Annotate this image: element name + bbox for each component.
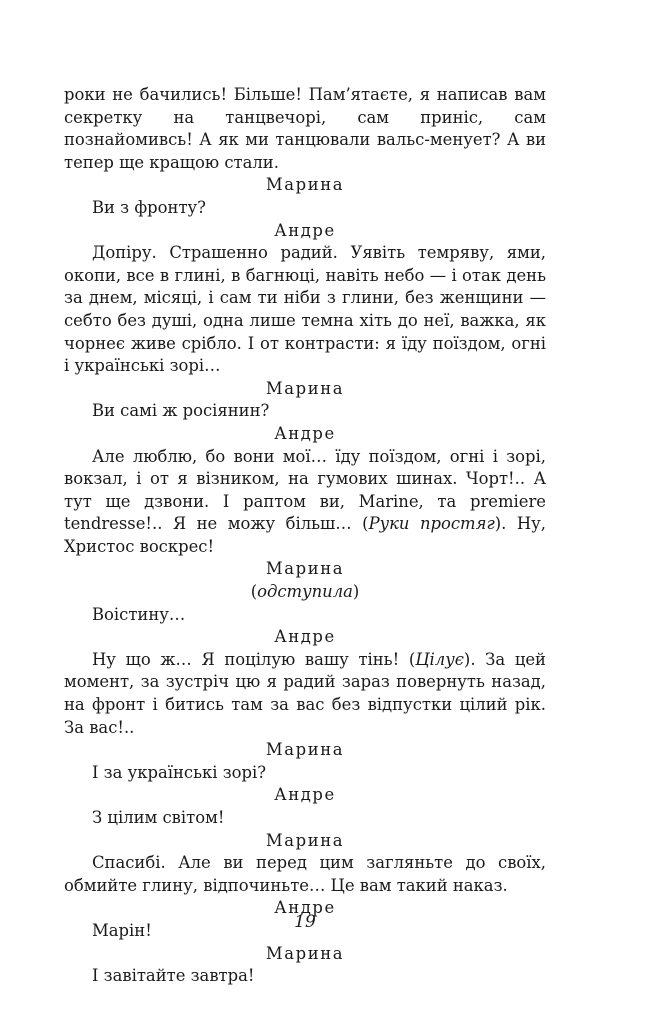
stage-direction-text: Цілує <box>415 649 464 669</box>
text-run: З цілим світом! <box>92 808 225 827</box>
dialogue-paragraph <box>64 84 546 174</box>
dialogue-paragraph <box>64 807 546 830</box>
text-run: І за українські зорі? <box>92 762 267 782</box>
speaker-name <box>64 558 546 581</box>
text-run: Марина <box>265 943 345 963</box>
dialogue-paragraph <box>64 197 546 220</box>
text-run: Андре <box>274 220 336 240</box>
text-run: Допіру. Страшенно радий. Уявіть темряву, ями, окопи, все в глині, в багнюці, навіть небо — і отак день за днем, місяці, і сам ти ніби з глини, без женщини — себто без душі, одна лише темна хіть до неї, важка, як чорнеє живе срібло. І от контрасти: я їду поїздом, огні і українські зорі… <box>64 243 546 376</box>
dialogue-paragraph <box>64 400 546 423</box>
page-number: 19 <box>294 912 316 932</box>
text-run: Воістину… <box>92 604 186 624</box>
speaker-name <box>64 220 546 243</box>
text-run: ( <box>250 582 258 602</box>
dialogue-paragraph <box>64 852 546 897</box>
speaker-name <box>64 174 546 197</box>
speaker-name <box>64 739 546 762</box>
speaker-name <box>64 378 546 401</box>
text-run: ) <box>352 582 360 602</box>
text-run: Ви з фронту? <box>92 197 206 217</box>
stage-direction <box>64 581 546 604</box>
text-run: Марина <box>265 378 345 398</box>
dialogue-paragraph <box>64 965 546 988</box>
speaker-name <box>64 830 546 853</box>
text-run: Марина <box>265 740 345 760</box>
dialogue-paragraph <box>64 242 546 378</box>
text-run: ). Ну, Христос воскрес! <box>64 514 546 556</box>
text-run: Але люблю, бо вони мої… їду поїздом, огні і зорі, вокзал, і от я візником, на гумових шинах. Чорт!.. А тут ще дзвони. І раптом ви, Marine, та premiere tendresse!.. Я не можу більш… ( <box>64 446 546 534</box>
text-run: Марін! <box>92 920 152 940</box>
dialogue-paragraph <box>64 604 546 627</box>
speaker-name <box>64 626 546 649</box>
text-run: Марина <box>265 559 345 579</box>
text-run: Андре <box>274 423 336 443</box>
text-run: Ви самі ж росіянин? <box>92 401 270 421</box>
speaker-name <box>64 943 546 966</box>
text-run: ). За цей момент, за зустріч цю я радий зараз повернуть назад, на фронт і битись там за вас без відпустки цілий рік. За вас!.. <box>64 649 546 737</box>
text-run: Спасибі. Але ви перед цим загляньте до своїх, обмийте глину, відпочиньте… Це вам такий наказ. <box>64 853 546 895</box>
speaker-name <box>64 423 546 446</box>
text-run: І завітайте завтра! <box>92 966 255 986</box>
text-run: Андре <box>274 785 336 805</box>
speaker-name <box>64 784 546 807</box>
stage-direction-text: Руки простяг <box>368 514 495 534</box>
text-run: роки не бачились! Більше! Пам’ятаєте, я написав вам секретку на танцвечорі, сам приніс, сам познайомивсь! А як ми танцювали вальс-менует? А ви тепер ще кращою стали. <box>64 85 546 172</box>
dialogue-paragraph <box>64 446 546 559</box>
text-run: Марина <box>265 175 345 195</box>
text-run: Андре <box>274 627 336 647</box>
dialogue-paragraph <box>64 649 546 739</box>
dialogue-paragraph <box>64 762 546 785</box>
page-text <box>64 84 546 988</box>
stage-direction-text: одступила <box>257 582 353 602</box>
text-run: Ну що ж… Я поцілую вашу тінь! ( <box>92 649 416 669</box>
text-run: Андре <box>274 898 336 918</box>
text-run: Марина <box>265 830 345 850</box>
